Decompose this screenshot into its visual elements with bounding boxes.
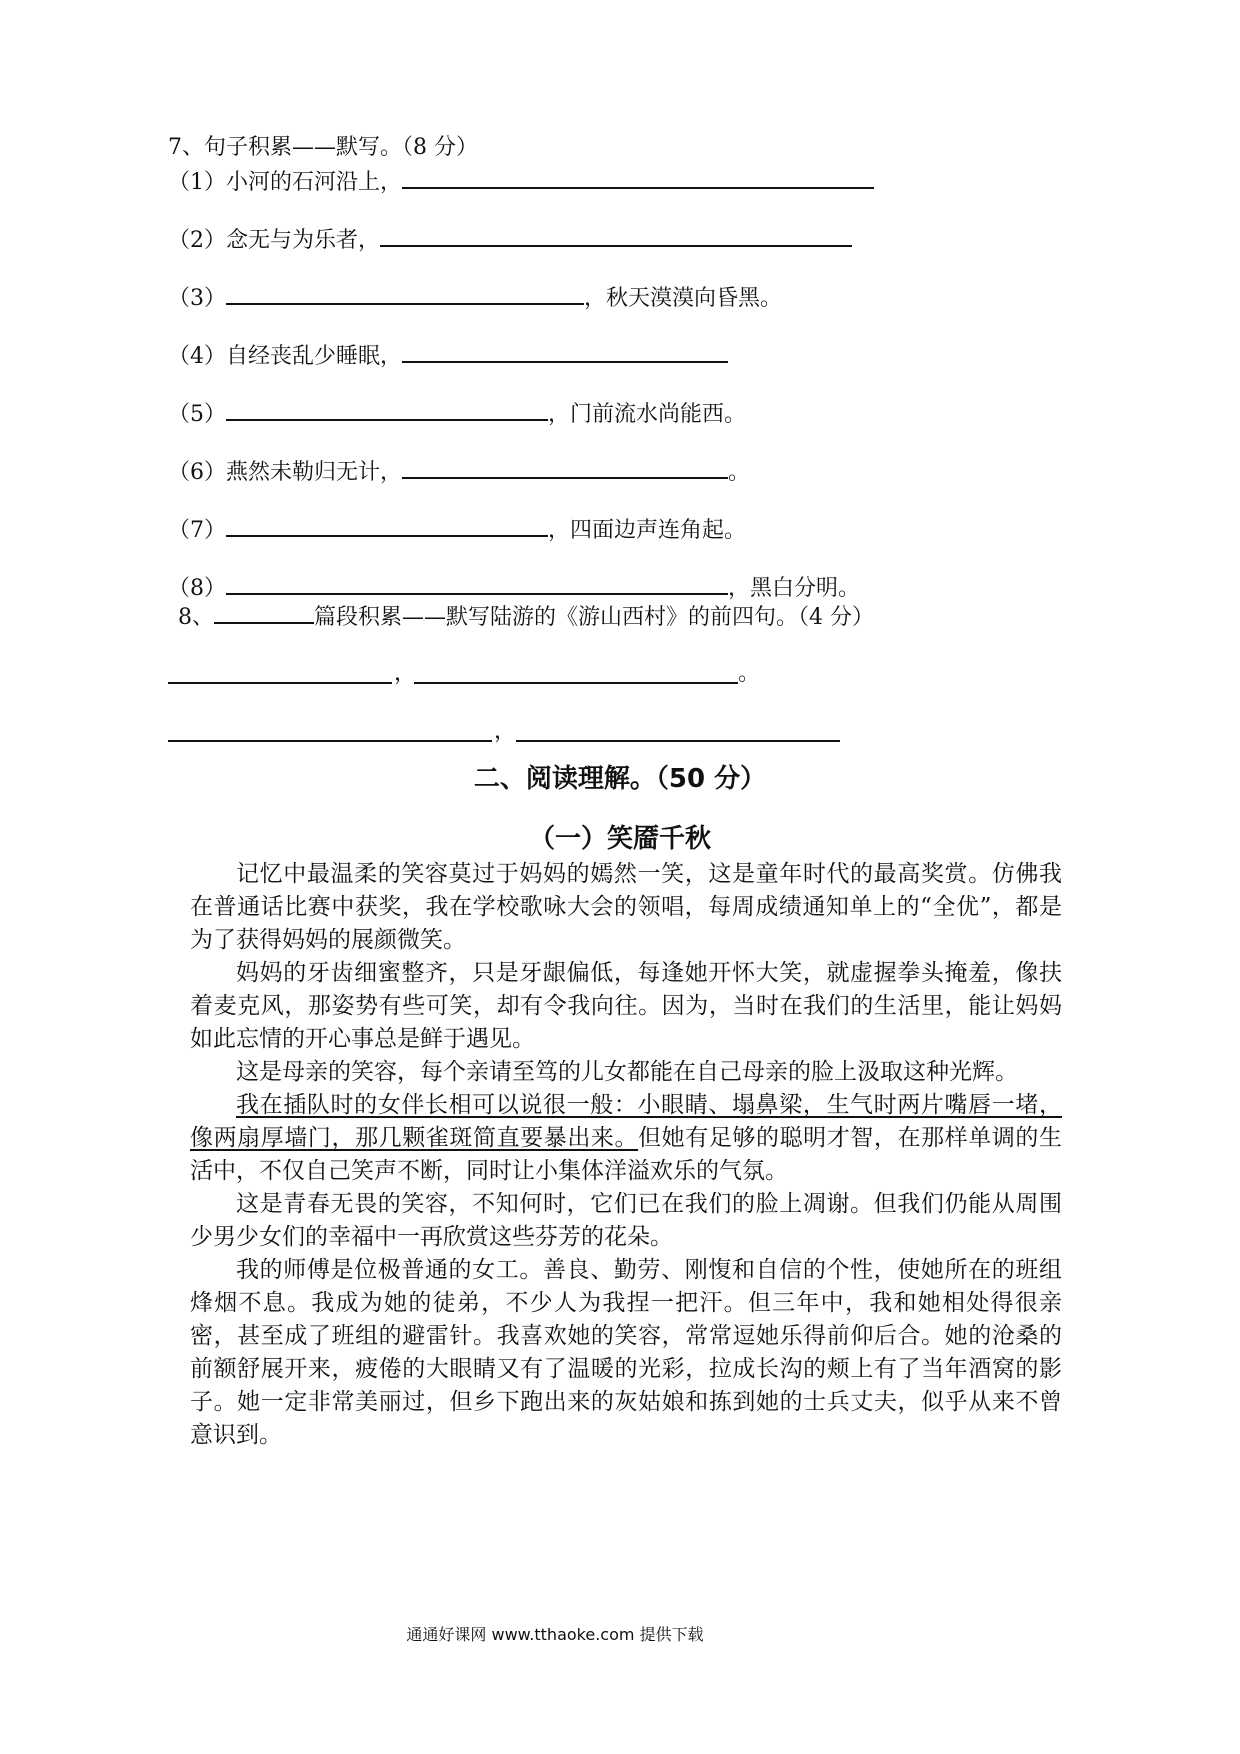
paragraph-2: 妈妈的牙齿细蜜整齐，只是牙龈偏低，每逢她开怀大笑，就虚握拳头掩羞，像扶着麦克风，那姿势有些可笑，却有令我向往。因为，当时在我们的生活里，能让妈妈如此忘情的开心事总是鲜于遇见。: [190, 960, 1062, 1052]
q8-score-blank[interactable]: [214, 602, 314, 624]
answer-line-2[interactable]: [414, 682, 738, 684]
q7-item-2: [168, 225, 852, 255]
paragraph-4-rest: 但她有足够的聪明才智，在那样单调的生活中，不仅自己笑声不断，同时让小集体洋溢欢乐的气氛。: [190, 1125, 1063, 1184]
q8-text: 篇段积累——默写陆游的《游山西村》的前四句。（4 分）: [314, 605, 874, 630]
period-1: 。: [738, 661, 761, 686]
q7-item-6-text: （6）燕然未勒归无计，: [168, 460, 402, 485]
answer-blank-3[interactable]: [226, 283, 584, 305]
comma-1: ，: [394, 661, 417, 686]
answer-blank-1[interactable]: [402, 167, 874, 189]
paragraph-5: 这是青春无畏的笑容，不知何时，它们已在我们的脸上凋谢。但我们仍能从周围少男少女们的幸福中一再欣赏这些芬芳的花朵。: [190, 1191, 1062, 1250]
paragraph-3: 这是母亲的笑容，每个亲请至笃的儿女都能在自己母亲的脸上汲取这种光辉。: [236, 1059, 1018, 1085]
paragraph-6: 我的师傅是位极普通的女工。善良、勤劳、刚愎和自信的个性，使她所在的班组烽烟不息。我成为她的徒弟，不少人为我捏一把汗。但三年中，我和她相处得很亲密，甚至成了班组的避雷针。我喜欢她的笑容，常常逗她乐得前仰后合。她的沧桑的前额舒展开来，疲倦的大眼睛又有了温暖的光彩，拉成长沟的颊上有了当年酒窝的影子。她一定非常美丽过，但乡下跑出来的灰姑娘和拣到她的士兵丈夫，似乎从来不曾意识到。: [190, 1257, 1062, 1448]
underlined-sentence: 我在插队时的女伴长相可以说很一般：小眼睛、塌鼻梁，生气时两片嘴唇一堵，像两扇厚墙门，那几颗雀斑简直要暴出来。: [190, 1092, 1062, 1151]
q7-item-5-num: （5）: [168, 402, 226, 427]
q7-item-1-text: （1）小河的石河沿上，: [168, 170, 402, 195]
q7-item-6-end: 。: [728, 460, 751, 485]
footer-credit: 通通好课网 www.tthaoke.com 提供下载: [406, 1625, 704, 1644]
paragraph-4: [190, 1089, 1062, 1188]
section-title: 二、阅读理解。（50 分）: [473, 764, 767, 794]
q8-heading: [178, 602, 874, 632]
q7-item-1: [168, 167, 874, 197]
q7-item-3: [168, 283, 782, 313]
q7-item-8-num: （8）: [168, 576, 226, 601]
q7-item-4-text: （4）自经丧乱少睡眠，: [168, 344, 402, 369]
article-body: [190, 858, 1062, 1452]
q7-item-7: [168, 515, 746, 545]
q7-item-5-text: ，门前流水尚能西。: [548, 402, 747, 427]
q7-heading: 7、句子积累——默写。（8 分）: [168, 135, 478, 160]
q7-item-4: [168, 341, 728, 371]
article-title: （一）笑靥千秋: [528, 824, 711, 854]
answer-line-3[interactable]: [168, 740, 492, 742]
answer-line-1[interactable]: [168, 682, 392, 684]
comma-2: ，: [494, 719, 517, 744]
q7-item-8-text: ，黑白分明。: [728, 576, 861, 601]
q7-item-3-text: ，秋天漠漠向昏黑。: [584, 286, 783, 311]
answer-line-4[interactable]: [516, 740, 840, 742]
q7-item-5: [168, 399, 746, 429]
q7-item-2-text: （2）念无与为乐者，: [168, 228, 380, 253]
q7-item-6: [168, 457, 750, 487]
paragraph-1: 记忆中最温柔的笑容莫过于妈妈的嫣然一笑，这是童年时代的最高奖赏。仿佛我在普通话比赛中获奖，我在学校歌咏大会的领唱，每周成绩通知单上的“全优”，都是为了获得妈妈的展颜微笑。: [190, 861, 1062, 953]
q7-item-7-num: （7）: [168, 518, 226, 543]
answer-blank-2[interactable]: [380, 225, 852, 247]
q7-item-8: [168, 573, 860, 603]
answer-blank-6[interactable]: [402, 457, 728, 479]
answer-blank-7[interactable]: [226, 515, 548, 537]
q7-item-7-text: ，四面边声连角起。: [548, 518, 747, 543]
answer-blank-5[interactable]: [226, 399, 548, 421]
q7-item-3-num: （3）: [168, 286, 226, 311]
q8-number: 8、: [178, 605, 214, 630]
answer-blank-4[interactable]: [402, 341, 728, 363]
answer-blank-8[interactable]: [226, 573, 728, 595]
